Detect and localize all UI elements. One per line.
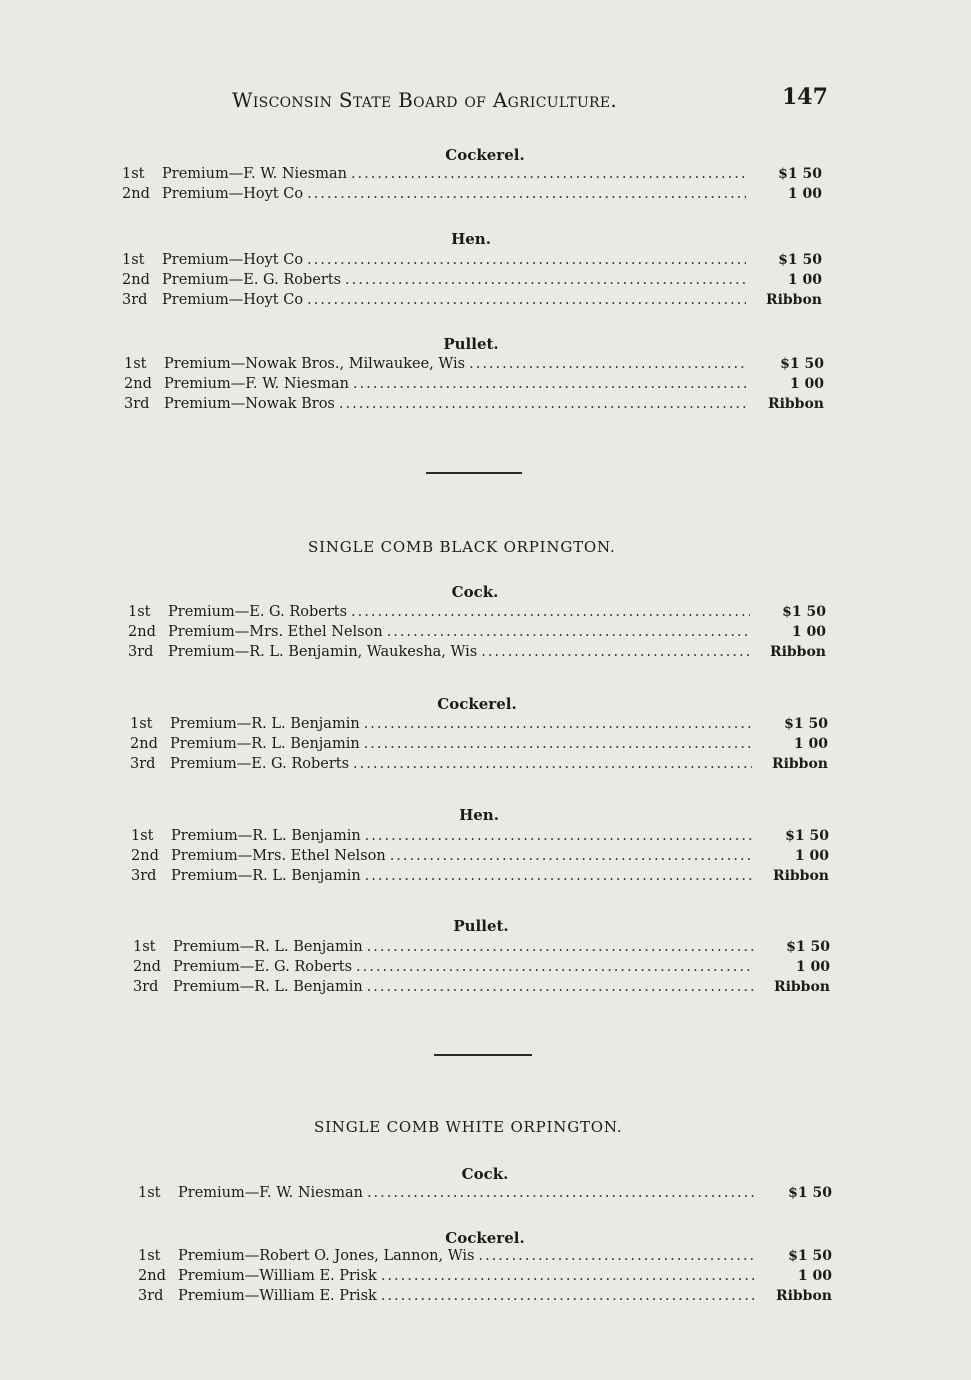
entry-row: [133, 937, 830, 957]
entry-rank: 3rd: [138, 1288, 164, 1304]
entry-row: [128, 602, 826, 622]
entry-amount: 1 00: [794, 848, 829, 864]
entry-rank: 3rd: [131, 868, 157, 884]
entry-list: [124, 354, 824, 414]
entry-rank: 1st: [122, 166, 145, 182]
entry-rank: 3rd: [130, 756, 156, 772]
dot-leader: [353, 374, 748, 394]
entry-text: Premium—F. W. Niesman: [162, 166, 347, 182]
entry-text: Premium—R. L. Benjamin: [170, 716, 360, 732]
entry-text: Premium—Robert O. Jones, Lannon, Wis: [178, 1248, 475, 1264]
entry-rank: 2nd: [131, 848, 159, 864]
dot-leader: [356, 957, 754, 977]
entry-row: [138, 1183, 832, 1203]
entry-text: Premium—William E. Prisk: [178, 1288, 377, 1304]
entry-row: [130, 734, 828, 754]
section-divider: [434, 1054, 532, 1056]
entry-amount: $1 50: [788, 1185, 832, 1201]
entry-row: [122, 270, 822, 290]
dot-leader: [353, 754, 752, 774]
entry-row: [128, 622, 826, 642]
entry-rank: 2nd: [133, 959, 161, 975]
entry-rank: 2nd: [128, 624, 156, 640]
entry-text: Premium—R. L. Benjamin: [173, 939, 363, 955]
entry-list: [130, 714, 828, 774]
dot-leader: [478, 1246, 756, 1266]
dot-leader: [365, 826, 753, 846]
entry-row: [122, 164, 822, 184]
entry-rank: 1st: [130, 716, 153, 732]
entry-amount: $1 50: [782, 604, 826, 620]
dot-leader: [481, 642, 750, 662]
entry-amount: $1 50: [778, 166, 822, 182]
entry-amount: 1 00: [787, 186, 822, 202]
entry-row: [128, 642, 826, 662]
entry-amount: 1 00: [787, 272, 822, 288]
entry-rank: 2nd: [124, 376, 152, 392]
entry-amount: $1 50: [778, 252, 822, 268]
dot-leader: [381, 1266, 756, 1286]
dot-leader: [365, 866, 753, 886]
entry-amount: 1 00: [793, 736, 828, 752]
entry-list: [138, 1246, 832, 1306]
entry-row: [138, 1266, 832, 1286]
entry-row: [122, 290, 822, 310]
entry-amount: Ribbon: [772, 868, 829, 884]
entry-list: [122, 164, 822, 204]
subheading-hen: Hen.: [459, 806, 499, 824]
entry-row: [122, 250, 822, 270]
subheading-cock: Cock.: [461, 1165, 509, 1183]
entry-text: Premium—E. G. Roberts: [173, 959, 353, 975]
entry-text: Premium—Nowak Bros: [164, 396, 335, 412]
dot-leader: [390, 846, 753, 866]
subheading-cockerel: Cockerel.: [437, 695, 517, 713]
subheading-cockerel: Cockerel.: [445, 1229, 525, 1247]
entry-rank: 1st: [133, 939, 156, 955]
dot-leader: [367, 977, 754, 997]
dot-leader: [351, 602, 750, 622]
entry-rank: 2nd: [130, 736, 158, 752]
subheading-pullet: Pullet.: [453, 917, 509, 935]
dot-leader: [345, 270, 746, 290]
entry-amount: Ribbon: [765, 292, 822, 308]
entry-rank: 1st: [128, 604, 151, 620]
dot-leader: [367, 937, 754, 957]
dot-leader: [367, 1183, 756, 1203]
entry-row: [124, 374, 824, 394]
entry-amount: $1 50: [780, 356, 824, 372]
entry-text: Premium—E. G. Roberts: [162, 272, 342, 288]
entry-amount: $1 50: [785, 828, 829, 844]
entry-text: Premium—F. W. Niesman: [164, 376, 349, 392]
entry-amount: Ribbon: [771, 756, 828, 772]
dot-leader: [469, 354, 748, 374]
entry-rank: 1st: [124, 356, 147, 372]
entry-text: Premium—Hoyt Co: [162, 186, 304, 202]
entry-amount: 1 00: [795, 959, 830, 975]
dot-leader: [381, 1286, 756, 1306]
entry-text: Premium—R. L. Benjamin: [173, 979, 363, 995]
entry-row: [131, 846, 829, 866]
entry-text: Premium—Mrs. Ethel Nelson: [171, 848, 386, 864]
dot-leader: [307, 290, 746, 310]
subheading-pullet: Pullet.: [443, 335, 499, 353]
entry-amount: Ribbon: [775, 1288, 832, 1304]
entry-text: Premium—Mrs. Ethel Nelson: [168, 624, 383, 640]
entry-row: [133, 977, 830, 997]
dot-leader: [364, 714, 752, 734]
running-head: Wisconsin State Board of Agriculture.: [232, 88, 618, 112]
entry-rank: 1st: [122, 252, 145, 268]
page-number: 147: [782, 84, 828, 110]
entry-amount: 1 00: [791, 624, 826, 640]
entry-list: [128, 602, 826, 662]
dot-leader: [387, 622, 750, 642]
entry-rank: 1st: [131, 828, 154, 844]
dot-leader: [307, 250, 746, 270]
entry-rank: 3rd: [122, 292, 148, 308]
entry-text: Premium—E. G. Roberts: [168, 604, 348, 620]
entry-row: [131, 826, 829, 846]
entry-amount: Ribbon: [773, 979, 830, 995]
dot-leader: [339, 394, 748, 414]
entry-list: [131, 826, 829, 886]
entry-list: [133, 937, 830, 997]
subheading-hen: Hen.: [451, 230, 491, 248]
entry-row: [133, 957, 830, 977]
section-title-white-orpington: SINGLE COMB WHITE ORPINGTON.: [314, 1118, 623, 1136]
entry-text: Premium—R. L. Benjamin: [170, 736, 360, 752]
entry-amount: Ribbon: [767, 396, 824, 412]
entry-amount: $1 50: [788, 1248, 832, 1264]
entry-text: Premium—R. L. Benjamin, Waukesha, Wis: [168, 644, 478, 660]
entry-rank: 3rd: [128, 644, 154, 660]
entry-rank: 2nd: [138, 1268, 166, 1284]
entry-text: Premium—Hoyt Co: [162, 292, 304, 308]
entry-row: [138, 1246, 832, 1266]
section-title-black-orpington: SINGLE COMB BLACK ORPINGTON.: [308, 538, 616, 556]
subheading-cockerel: Cockerel.: [445, 146, 525, 164]
entry-list: [138, 1183, 832, 1203]
entry-row: [131, 866, 829, 886]
entry-row: [138, 1286, 832, 1306]
section-divider: [426, 472, 522, 474]
entry-rank: 2nd: [122, 272, 150, 288]
entry-amount: Ribbon: [769, 644, 826, 660]
entry-rank: 3rd: [133, 979, 159, 995]
dot-leader: [364, 734, 752, 754]
entry-text: Premium—E. G. Roberts: [170, 756, 350, 772]
entry-amount: $1 50: [784, 716, 828, 732]
entry-text: Premium—Nowak Bros., Milwaukee, Wis: [164, 356, 466, 372]
dot-leader: [351, 164, 746, 184]
entry-rank: 1st: [138, 1248, 161, 1264]
entry-rank: 3rd: [124, 396, 150, 412]
subheading-cock: Cock.: [451, 583, 499, 601]
entry-row: [122, 184, 822, 204]
entry-text: Premium—R. L. Benjamin: [171, 868, 361, 884]
entry-rank: 2nd: [122, 186, 150, 202]
entry-amount: $1 50: [786, 939, 830, 955]
entry-rank: 1st: [138, 1185, 161, 1201]
entry-list: [122, 250, 822, 310]
entry-text: Premium—R. L. Benjamin: [171, 828, 361, 844]
entry-amount: 1 00: [789, 376, 824, 392]
dot-leader: [307, 184, 746, 204]
entry-text: Premium—F. W. Niesman: [178, 1185, 363, 1201]
entry-amount: 1 00: [797, 1268, 832, 1284]
entry-text: Premium—Hoyt Co: [162, 252, 304, 268]
entry-row: [130, 714, 828, 734]
entry-row: [124, 394, 824, 414]
entry-row: [130, 754, 828, 774]
entry-text: Premium—William E. Prisk: [178, 1268, 377, 1284]
entry-row: [124, 354, 824, 374]
